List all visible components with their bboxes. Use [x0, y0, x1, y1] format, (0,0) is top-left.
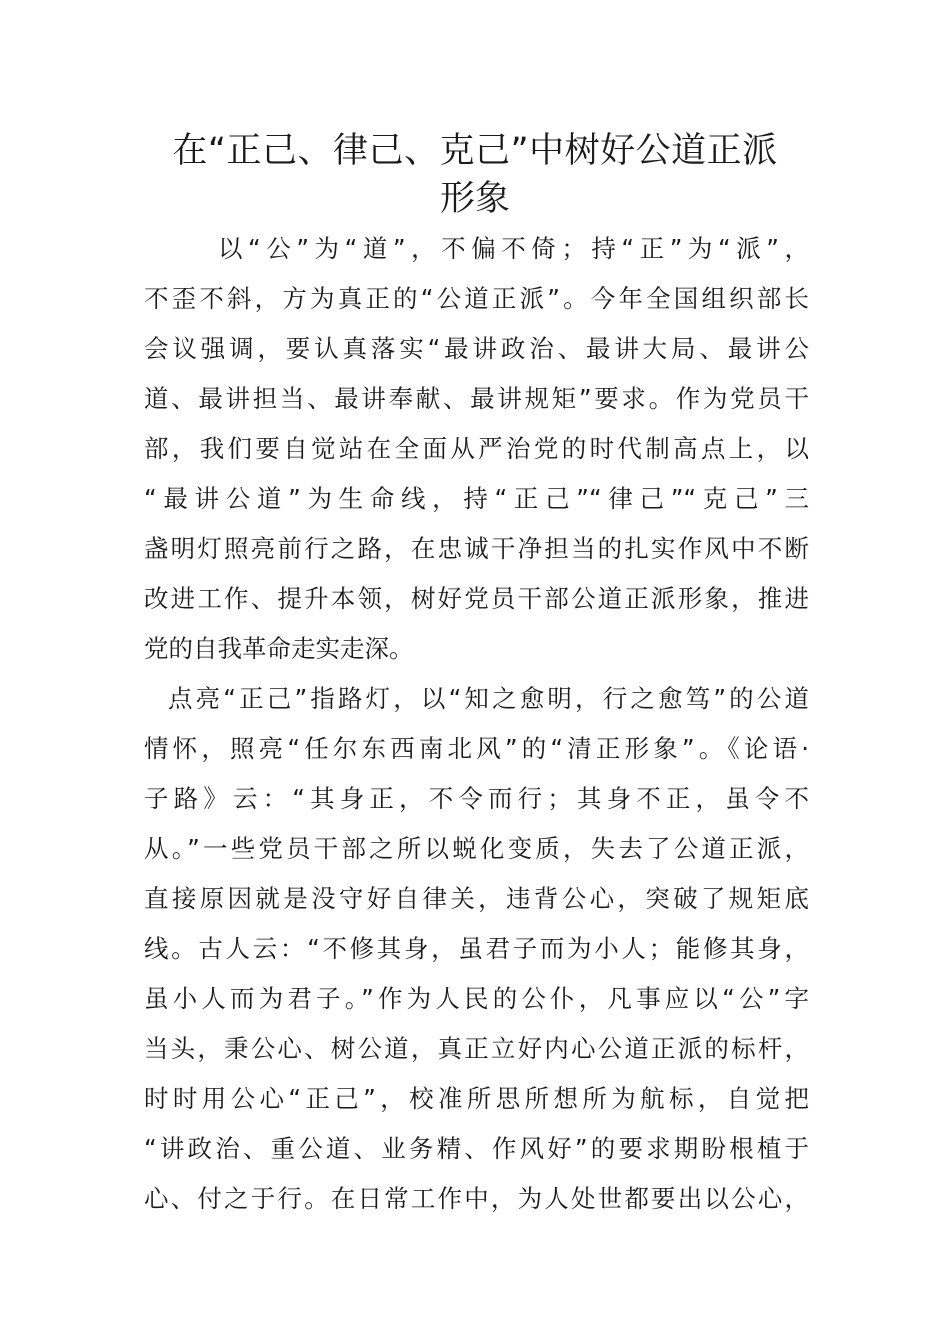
paragraph-1-line: 以“公”为“道”，不偏不倚；持“正”为“派”， [218, 234, 809, 263]
paragraph-1-line: 道、最讲担当、最讲奉献、最讲规矩”要求。作为党员干 [144, 384, 809, 413]
paragraph-2-line: 子路》云：“其身正，不令而行；其身不正，虽令不 [144, 784, 809, 813]
paragraph-1-line: 盏明灯照亮前行之路，在忠诚干净担当的扎实作风中不断 [144, 534, 809, 563]
paragraph-1-line: 改进工作、提升本领，树好党员干部公道正派形象，推进 [144, 584, 809, 613]
paragraph-1-line: 部，我们要自觉站在全面从严治党的时代制高点上，以 [144, 434, 809, 463]
paragraph-1-line: 不歪不斜，方为真正的“公道正派”。今年全国组织部长 [144, 284, 809, 313]
paragraph-2-line: 心、付之于行。在日常工作中，为人处世都要出以公心， [144, 1184, 809, 1213]
paragraph-2-line: 虽小人而为君子。”作为人民的公仆，凡事应以“公”字 [144, 984, 809, 1013]
paragraph-2-line: 当头，秉公心、树公道，真正立好内心公道正派的标杆， [144, 1034, 809, 1063]
paragraph-2-line: 直接原因就是没守好自律关，违背公心，突破了规矩底 [144, 884, 809, 913]
paragraph-2-line: 从。”一些党员干部之所以蜕化变质，失去了公道正派， [144, 834, 809, 863]
paragraph-1-line: 党的自我革命走实走深。 [144, 634, 414, 663]
paragraph-1-line: “最讲公道”为生命线，持“正己”“律己”“克己”三 [144, 484, 809, 513]
paragraph-2-line: 时时用公心“正己”，校准所思所想所为航标，自觉把 [144, 1084, 809, 1113]
document-title-line-2: 形象 [439, 179, 510, 219]
paragraph-2-line: 线。古人云：“不修其身，虽君子而为小人；能修其身， [144, 934, 809, 963]
paragraph-2-line: 情怀，照亮“任尔东西南北风”的“清正形象”。《论语· [144, 734, 809, 763]
paragraph-2-line: 点亮“正己”指路灯，以“知之愈明，行之愈笃”的公道 [168, 684, 809, 713]
paragraph-2-line: “讲政治、重公道、业务精、作风好”的要求期盼根植于 [144, 1134, 809, 1163]
paragraph-1-line: 会议强调，要认真落实“最讲政治、最讲大局、最讲公 [144, 334, 809, 363]
document-title-line-1: 在“正己、律己、克己”中树好公道正派 [172, 131, 778, 171]
